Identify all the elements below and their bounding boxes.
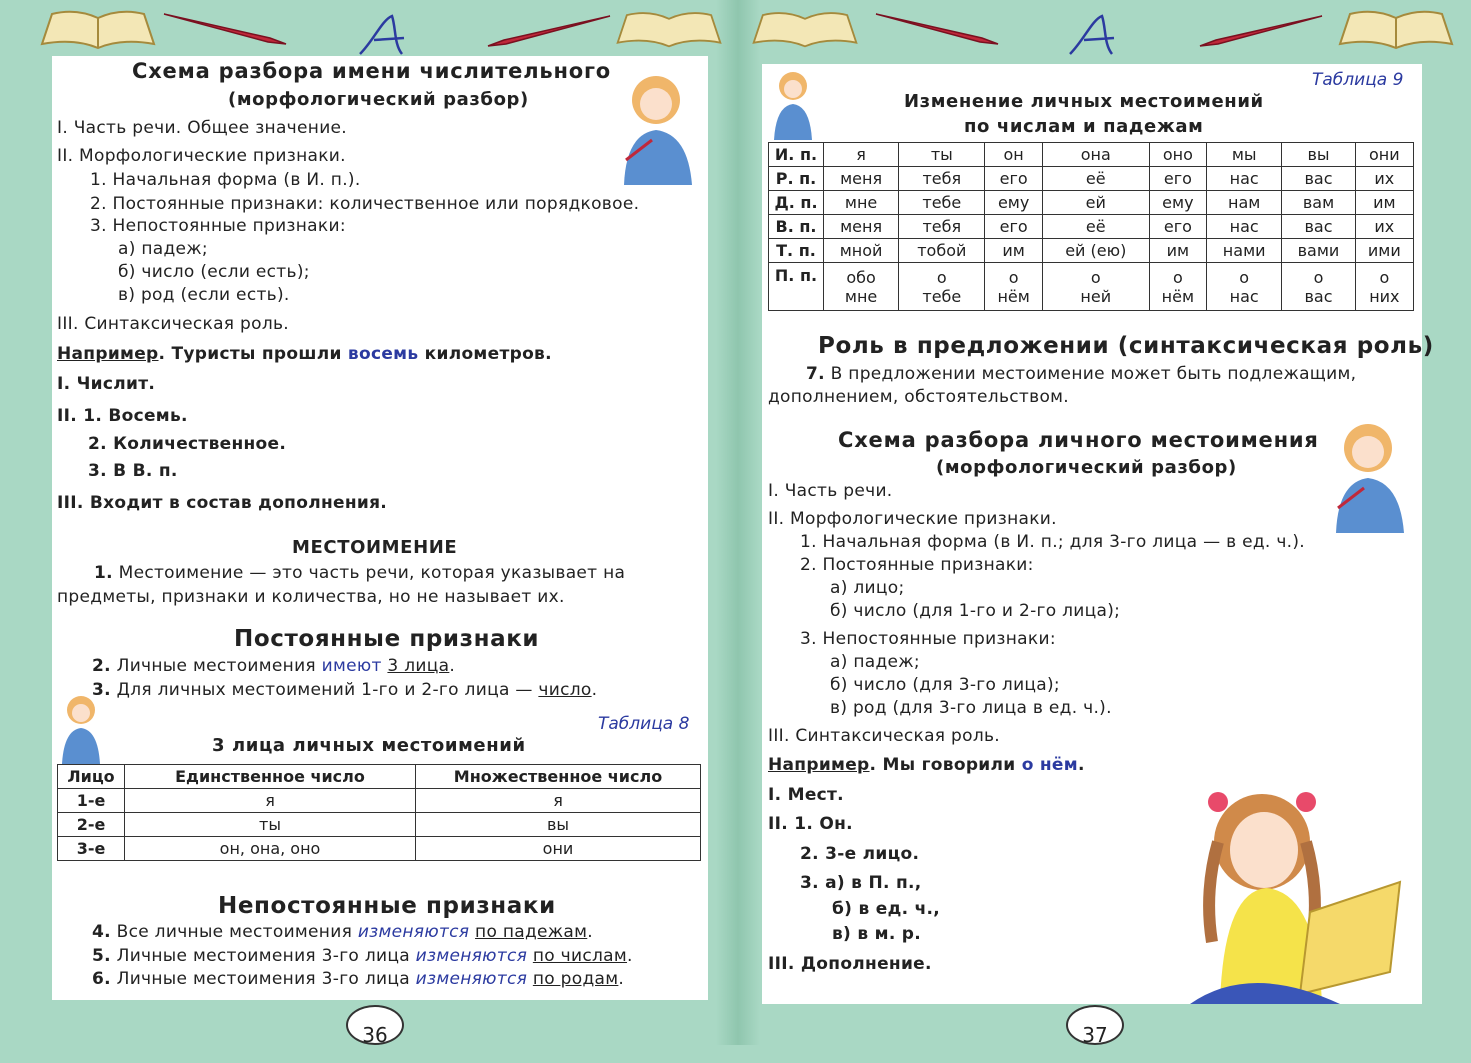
table-cell: ей xyxy=(1042,191,1149,215)
definition-line xyxy=(94,563,625,583)
rule-item: дополнением, обстоятельством. xyxy=(768,387,1069,407)
page-number: 36 xyxy=(346,1005,404,1045)
table-cell: им xyxy=(1355,191,1413,215)
item-number: 4. xyxy=(92,922,111,942)
table-cell: мной xyxy=(824,239,899,263)
calligraphy-letter-icon xyxy=(352,10,422,60)
girl-writing-icon xyxy=(1324,418,1414,533)
item-number: 7. xyxy=(806,364,825,384)
table-cell: меня xyxy=(824,215,899,239)
table-header: Единственное число xyxy=(125,765,416,789)
table-cell: оно xyxy=(1149,143,1206,167)
table-row xyxy=(769,263,1414,311)
table-header: Множественное число xyxy=(416,765,701,789)
parse-line: 3. а) в П. п., xyxy=(800,873,922,893)
scheme-line: а) лицо; xyxy=(830,578,905,598)
calligraphy-letter-icon xyxy=(1062,10,1132,60)
section-subtitle: (морфологический разбор) xyxy=(228,89,529,110)
cell-line: нас xyxy=(1229,286,1259,306)
cell-line: мне xyxy=(844,286,878,306)
parse-line: I. Числит. xyxy=(57,374,156,394)
subsection-heading: Непостоянные признаки xyxy=(218,893,556,919)
right-page xyxy=(762,64,1434,1004)
table-cell: Т. п. xyxy=(769,239,824,263)
cell-line: вас xyxy=(1304,286,1333,306)
table-cell: меня xyxy=(824,167,899,191)
rule-text: . xyxy=(591,680,598,700)
scheme-line: 2. Постоянные признаки: xyxy=(800,555,1034,575)
table-cell: ему xyxy=(1149,191,1206,215)
rule-item xyxy=(92,680,597,700)
scheme-line: 1. Начальная форма (в И. п.; для 3-го лица — в ед. ч.). xyxy=(800,532,1306,552)
cell-line: нём xyxy=(997,286,1030,306)
table-cell: их xyxy=(1355,167,1413,191)
rule-highlight: изменяются xyxy=(415,946,528,966)
open-book-icon xyxy=(750,4,860,52)
girl-writing-icon xyxy=(612,70,702,185)
table-cell: П. п. xyxy=(769,263,824,311)
cell-line: о xyxy=(1313,267,1324,287)
table-cell: им xyxy=(985,239,1042,263)
cell-line: о xyxy=(936,267,947,287)
table-cell: ты xyxy=(125,813,416,837)
table-cell: вас xyxy=(1282,215,1355,239)
cell-line: о xyxy=(1172,267,1183,287)
persons-table xyxy=(57,764,701,861)
table-cell: мы xyxy=(1207,143,1282,167)
pen-icon xyxy=(484,10,614,50)
pen-icon xyxy=(160,8,290,48)
scheme-line: в) род (для 3-го лица в ед. ч.). xyxy=(830,698,1112,718)
table-cell: его xyxy=(1149,215,1206,239)
rule-highlight: изменяются xyxy=(415,969,528,989)
table-cell xyxy=(1042,263,1149,311)
table-cell: тебя xyxy=(899,215,985,239)
table-cell: его xyxy=(985,215,1042,239)
rule-item xyxy=(806,364,1356,384)
example-line xyxy=(768,755,1085,775)
definition-line: предметы, признаки и количества, но не называет их. xyxy=(57,587,565,607)
table-row xyxy=(58,813,701,837)
table-row xyxy=(769,167,1414,191)
section-subtitle: (морфологический разбор) xyxy=(936,457,1237,478)
table-cell: они xyxy=(1355,143,1413,167)
table-cell: тебя xyxy=(899,167,985,191)
table-cell: ими xyxy=(1355,239,1413,263)
table-cell: 1-е xyxy=(58,789,125,813)
table-cell: нас xyxy=(1207,215,1282,239)
table-row xyxy=(58,837,701,861)
parse-line: II. 1. Восемь. xyxy=(57,406,188,426)
scheme-line: 1. Начальная форма (в И. п.). xyxy=(90,170,361,190)
table-cell: ты xyxy=(899,143,985,167)
parse-line: 3. В В. п. xyxy=(88,461,178,481)
table-cell: тобой xyxy=(899,239,985,263)
example-text: . xyxy=(1077,755,1085,775)
pen-icon xyxy=(872,8,1002,48)
cell-line: обо xyxy=(846,267,876,287)
item-number: 1. xyxy=(94,563,113,583)
rule-underline: число xyxy=(538,680,592,700)
table-cell: я xyxy=(824,143,899,167)
scheme-line: 3. Непостоянные признаки: xyxy=(800,629,1056,649)
cell-line: тебе xyxy=(922,286,962,306)
rule-text: . xyxy=(587,922,593,942)
scheme-line: а) падеж; xyxy=(830,652,920,672)
rule-text: . xyxy=(618,969,625,989)
table-cell: нас xyxy=(1207,167,1282,191)
rule-item xyxy=(92,922,593,942)
scheme-line: III. Синтаксическая роль. xyxy=(57,314,290,334)
table-cell xyxy=(1282,263,1355,311)
table-cell: Р. п. xyxy=(769,167,824,191)
table-cell: вы xyxy=(416,813,701,837)
cases-table xyxy=(768,142,1414,311)
scheme-line: 3. Непостоянные признаки: xyxy=(90,216,346,236)
scheme-line: б) число (если есть); xyxy=(118,262,310,282)
subsection-heading: Постоянные признаки xyxy=(234,626,540,652)
open-book-icon xyxy=(1336,4,1456,52)
parse-line: в) в м. р. xyxy=(832,924,922,944)
table-cell: вас xyxy=(1282,167,1355,191)
table-cell xyxy=(824,263,899,311)
left-page xyxy=(52,56,708,1000)
girl-with-book-illustration xyxy=(1190,772,1412,1004)
rule-underline: по падежам xyxy=(475,922,588,942)
section-title: Схема разбора имени числительного xyxy=(132,59,611,83)
table-cell: они xyxy=(416,837,701,861)
table-cell: вами xyxy=(1282,239,1355,263)
item-number: 6. xyxy=(92,969,111,989)
table-cell: вы xyxy=(1282,143,1355,167)
table-cell: он xyxy=(985,143,1042,167)
scheme-line: I. Часть речи. Общее значение. xyxy=(57,118,348,138)
parse-line: III. Дополнение. xyxy=(768,954,932,974)
parse-line: I. Мест. xyxy=(768,785,844,805)
table-title: по числам и падежам xyxy=(964,116,1204,137)
cell-line: о xyxy=(1090,267,1101,287)
table-cell: нам xyxy=(1207,191,1282,215)
table-row xyxy=(769,143,1414,167)
example-text: . Туристы прошли xyxy=(158,344,348,364)
cell-line: о xyxy=(1239,267,1250,287)
subsection-heading: Роль в предложении (синтаксическая роль) xyxy=(818,333,1434,359)
example-highlight: восемь xyxy=(347,344,419,364)
rule-text: Все личные местоимения xyxy=(116,922,358,942)
table-row xyxy=(769,239,1414,263)
table-cell xyxy=(1149,263,1206,311)
parse-line: III. Входит в состав дополнения. xyxy=(57,493,388,513)
rule-text: . xyxy=(449,656,456,676)
rule-highlight: изменяются xyxy=(357,922,470,942)
table-cell: она xyxy=(1042,143,1149,167)
cell-line: них xyxy=(1369,286,1400,306)
table-cell: 3-е xyxy=(58,837,125,861)
scheme-line: б) число (для 3-го лица); xyxy=(830,675,1060,695)
cell-line: нём xyxy=(1161,286,1195,306)
rule-item xyxy=(92,969,624,989)
rule-underline: 3 лица xyxy=(387,656,450,676)
table-cell: ей (ею) xyxy=(1042,239,1149,263)
pen-icon xyxy=(1196,10,1326,50)
cell-line: о xyxy=(1008,267,1019,287)
rule-text: Для личных местоимений 1-го и 2-го лица — xyxy=(116,680,539,700)
girl-reading-icon xyxy=(56,692,106,764)
table-cell: её xyxy=(1042,167,1149,191)
open-book-icon xyxy=(614,4,724,52)
example-line xyxy=(57,344,552,364)
scheme-line: 2. Постоянные признаки: количественное или порядковое. xyxy=(90,194,640,214)
item-number: 3. xyxy=(92,680,111,700)
rule-text: . xyxy=(627,946,633,966)
open-book-icon xyxy=(38,4,158,52)
table-cell xyxy=(899,263,985,311)
rule-text: В предложении местоимение может быть подлежащим, xyxy=(830,364,1357,384)
scheme-line: в) род (если есть). xyxy=(118,285,290,305)
girl-reading-icon xyxy=(768,68,818,140)
table-cell xyxy=(1355,263,1413,311)
scheme-line: II. Морфологические признаки. xyxy=(768,509,1057,529)
table-cell: ему xyxy=(985,191,1042,215)
rule-text: Личные местоимения xyxy=(116,656,322,676)
example-text: . Мы говорили xyxy=(869,755,1022,775)
cell-line: о xyxy=(1379,267,1390,287)
table-cell: тебе xyxy=(899,191,985,215)
table-cell: я xyxy=(125,789,416,813)
table-cell: его xyxy=(985,167,1042,191)
parse-line: б) в ед. ч., xyxy=(832,899,941,919)
parse-line: 2. 3-е лицо. xyxy=(800,844,920,864)
table-cell xyxy=(1207,263,1282,311)
table-header: Лицо xyxy=(58,765,125,789)
example-text: километров. xyxy=(418,344,552,364)
table-row xyxy=(58,789,701,813)
scheme-line: III. Синтаксическая роль. xyxy=(768,726,1001,746)
table-cell: И. п. xyxy=(769,143,824,167)
cell-line: ней xyxy=(1080,286,1112,306)
table-cell: я xyxy=(416,789,701,813)
table-cell: В. п. xyxy=(769,215,824,239)
table-cell: их xyxy=(1355,215,1413,239)
rule-item xyxy=(92,946,633,966)
rule-text: Личные местоимения 3-го лица xyxy=(116,969,416,989)
section-title: Схема разбора личного местоимения xyxy=(838,428,1319,452)
table-cell: его xyxy=(1149,167,1206,191)
table-cell: им xyxy=(1149,239,1206,263)
item-number: 5. xyxy=(92,946,111,966)
page-number: 37 xyxy=(1066,1005,1124,1045)
table-cell: нами xyxy=(1207,239,1282,263)
example-label: Например xyxy=(768,755,870,775)
table-caption: Таблица 9 xyxy=(1312,70,1404,90)
table-row xyxy=(769,191,1414,215)
parse-line: 2. Количественное. xyxy=(88,434,287,454)
table-row xyxy=(769,215,1414,239)
table-cell xyxy=(985,263,1042,311)
parse-line: II. 1. Он. xyxy=(768,814,853,834)
table-cell: её xyxy=(1042,215,1149,239)
example-label: Например xyxy=(57,344,159,364)
table-cell: 2-е xyxy=(58,813,125,837)
item-number: 2. xyxy=(92,656,111,676)
scheme-line: II. Морфологические признаки. xyxy=(57,146,346,166)
scheme-line: I. Часть речи. xyxy=(768,481,893,501)
table-caption: Таблица 8 xyxy=(598,714,690,734)
scheme-line: б) число (для 1-го и 2-го лица); xyxy=(830,601,1121,621)
rule-item xyxy=(92,656,455,676)
table-cell: мне xyxy=(824,191,899,215)
table-cell: он, она, оно xyxy=(125,837,416,861)
chapter-heading: МЕСТОИМЕНИЕ xyxy=(292,537,458,558)
definition-text: Местоимение — это часть речи, которая указывает на xyxy=(118,563,626,583)
table-cell: Д. п. xyxy=(769,191,824,215)
rule-underline: по числам xyxy=(532,946,628,966)
rule-underline: по родам xyxy=(532,969,619,989)
table-title: 3 лица личных местоимений xyxy=(212,735,526,756)
book-spine xyxy=(716,0,760,1045)
scheme-line: а) падеж; xyxy=(118,239,208,259)
rule-text: Личные местоимения 3-го лица xyxy=(116,946,416,966)
table-title: Изменение личных местоимений xyxy=(904,91,1264,112)
table-cell: вам xyxy=(1282,191,1355,215)
example-highlight: о нём xyxy=(1021,755,1078,775)
rule-highlight: имеют xyxy=(321,656,382,676)
